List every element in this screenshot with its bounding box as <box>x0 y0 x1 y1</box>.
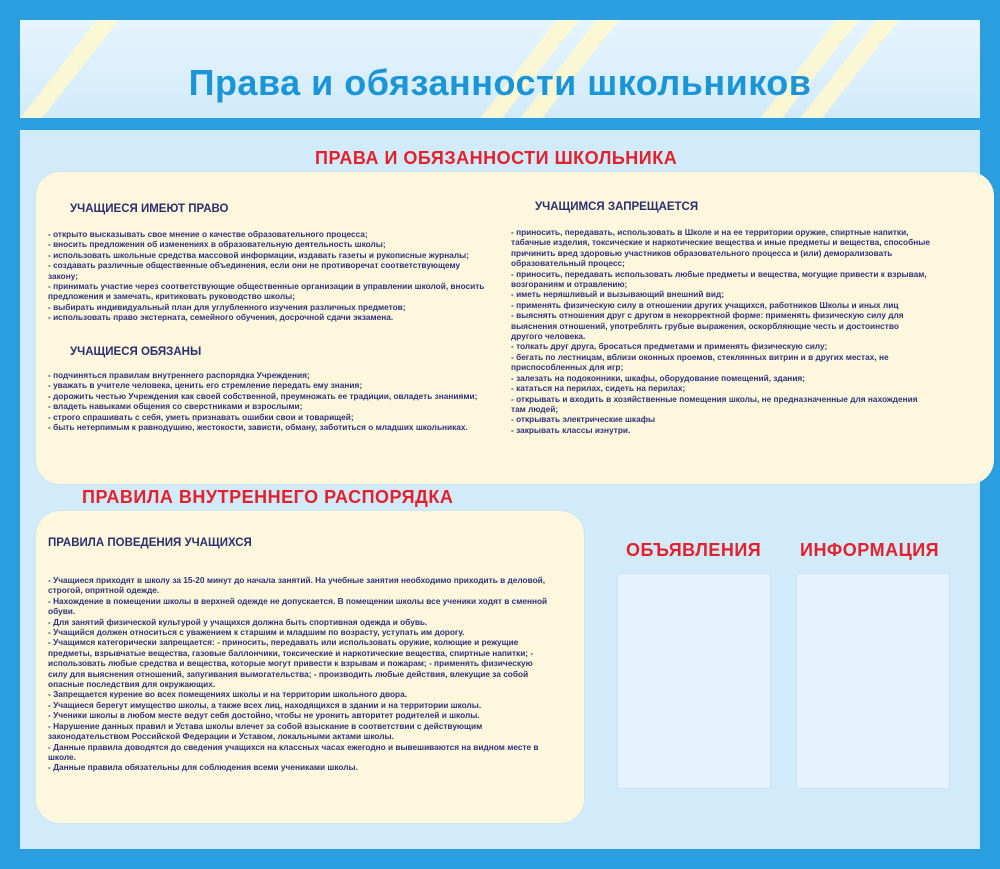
announcements-box <box>617 573 771 789</box>
rights-text: - открыто высказывать свое мнение о качестве образовательного процесса; - вносить предложения об изменениях в образовательную деятельность школы; - использовать школьные средства массовой информации, издавать газеты и рукописные журналы; - создавать различные общественные объединения, если они не противоречат соответствующему закону; - принимать участие через соответствующие общественные организации в управлении школой, вносить предложения и замечать, критиковать руководство школы; - выбирать индивидуальный план для углубленного изучения различных предметов; - использовать право экстерната, семейного обучения, досрочной сдачи экзамена. <box>48 229 485 323</box>
information-box <box>796 573 950 789</box>
rights-card <box>36 172 994 484</box>
forbidden-heading: УЧАЩИМСЯ ЗАПРЕЩАЕТСЯ <box>535 201 699 213</box>
rights-heading: УЧАЩИЕСЯ ИМЕЮТ ПРАВО <box>70 203 229 215</box>
duties-text: - подчиняться правилам внутреннего распорядка Учреждения; - уважать в учителе человека, ценить его стремление передать ему знания; - дорожить честью Учреждения как своей собственной, преумножать ее традиции, овладеть знаниями; - владеть навыками общения со сверстниками и взрослыми; - строго спрашивать с себя, уметь признавать ошибки свои и товарищей; - быть нетерпимым к равнодушию, жестокости, зависти, обману, заботиться о младших школьниках. <box>48 370 478 433</box>
rules-card <box>36 511 584 823</box>
information-title: ИНФОРМАЦИЯ <box>800 540 940 560</box>
rights-section-title: ПРАВА И ОБЯЗАННОСТИ ШКОЛЬНИКА <box>315 148 678 168</box>
page-title: Права и обязанности школьников <box>188 62 812 103</box>
duties-heading: УЧАЩИЕСЯ ОБЯЗАНЫ <box>70 346 202 358</box>
rules-text: - Учащиеся приходят в школу за 15-20 минут до начала занятий. На учебные занятия необходимо приходить в деловой, строгой, опрятной одежде. - Нахождение в помещении школы в верхней одежде не допускается. В помещении школы все ученики ходят в сменной обуви. - Для занятий физической культурой у учащихся должна быть спортивная одежда и обувь. - Учащийся должен относиться с уважением к старшим и младшим по возрасту, уступать им дорогу. - Учащимся категорически запрещается: - приносить, передавать или использовать оружие, колющие и режущие предметы, взрывчатые вещества, газовые баллончики, токсические и наркотические вещества, спиртные напитки; - использовать любые средства и вещества, которые могут привести к взрывам и пожарам; - применять физическую силу для выяснения отношений, запугивания вымогательства; - производить любые действия, влекущие за собой опасные последствия для окружающих. - Запрещается курение во всех помещениях школы и на территории школьного двора. - Учащиеся берегут имущество школы, а также всех лиц, находящихся в здании и на территории школы. - Ученики школы в любом месте ведут себя достойно, чтобы не уронить авторитет родителей и школы. - Нарушение данных правил и Устава школы влечет за собой взыскание в соответствии с действующим законодательством Российской Федерации и Уставом, локальными актами школы. - Данные правила доводятся до сведения учащихся на классных часах ежегодно и вывешиваются на видном месте в школе. - Данные правила обязательны для соблюдения всеми учениками школы. <box>48 575 548 773</box>
header-banner <box>20 20 980 118</box>
announcements-title: ОБЪЯВЛЕНИЯ <box>626 540 762 560</box>
forbidden-text: - приносить, передавать, использовать в Школе и на ее территории оружие, спиртные напитки, табачные изделия, токсические и наркотические вещества и иные предметы и вещества, способные причинить вред здоровью участников образовательного процесса и (или) деморализовать образовательный процесс; - приносить, передавать использовать любые предметы и вещества, могущие привести к взрывам, возгораниям и отравлению; - иметь неряшливый и вызывающий внешний вид; - применять физическую силу в отношении других учащихся, работников Школы и иных лиц - выяснять отношения друг с другом в некорректной форме: применять физическую силу для выяснения отношений, употреблять грубые выражения, оскорбляющие честь и достоинство другого человека. - толкать друг друга, бросаться предметами и применять физическую силу; - бегать по лестницам, вблизи оконных проемов, стеклянных витрин и в других местах, не приспособленных для игр; - залезать на подоконники, шкафы, оборудование помещений, здания; - кататься на перилах, сидеть на перилах; - открывать и входить в хозяйственные помещения школы, не предназначенные для нахождения там людей; - открывать электрические шкафы - закрывать классы изнутри. <box>511 227 930 435</box>
rules-heading: ПРАВИЛА ПОВЕДЕНИЯ УЧАЩИХСЯ <box>48 537 252 549</box>
main-panel <box>20 130 980 849</box>
rules-section-title: ПРАВИЛА ВНУТРЕННЕГО РАСПОРЯДКА <box>82 487 454 507</box>
